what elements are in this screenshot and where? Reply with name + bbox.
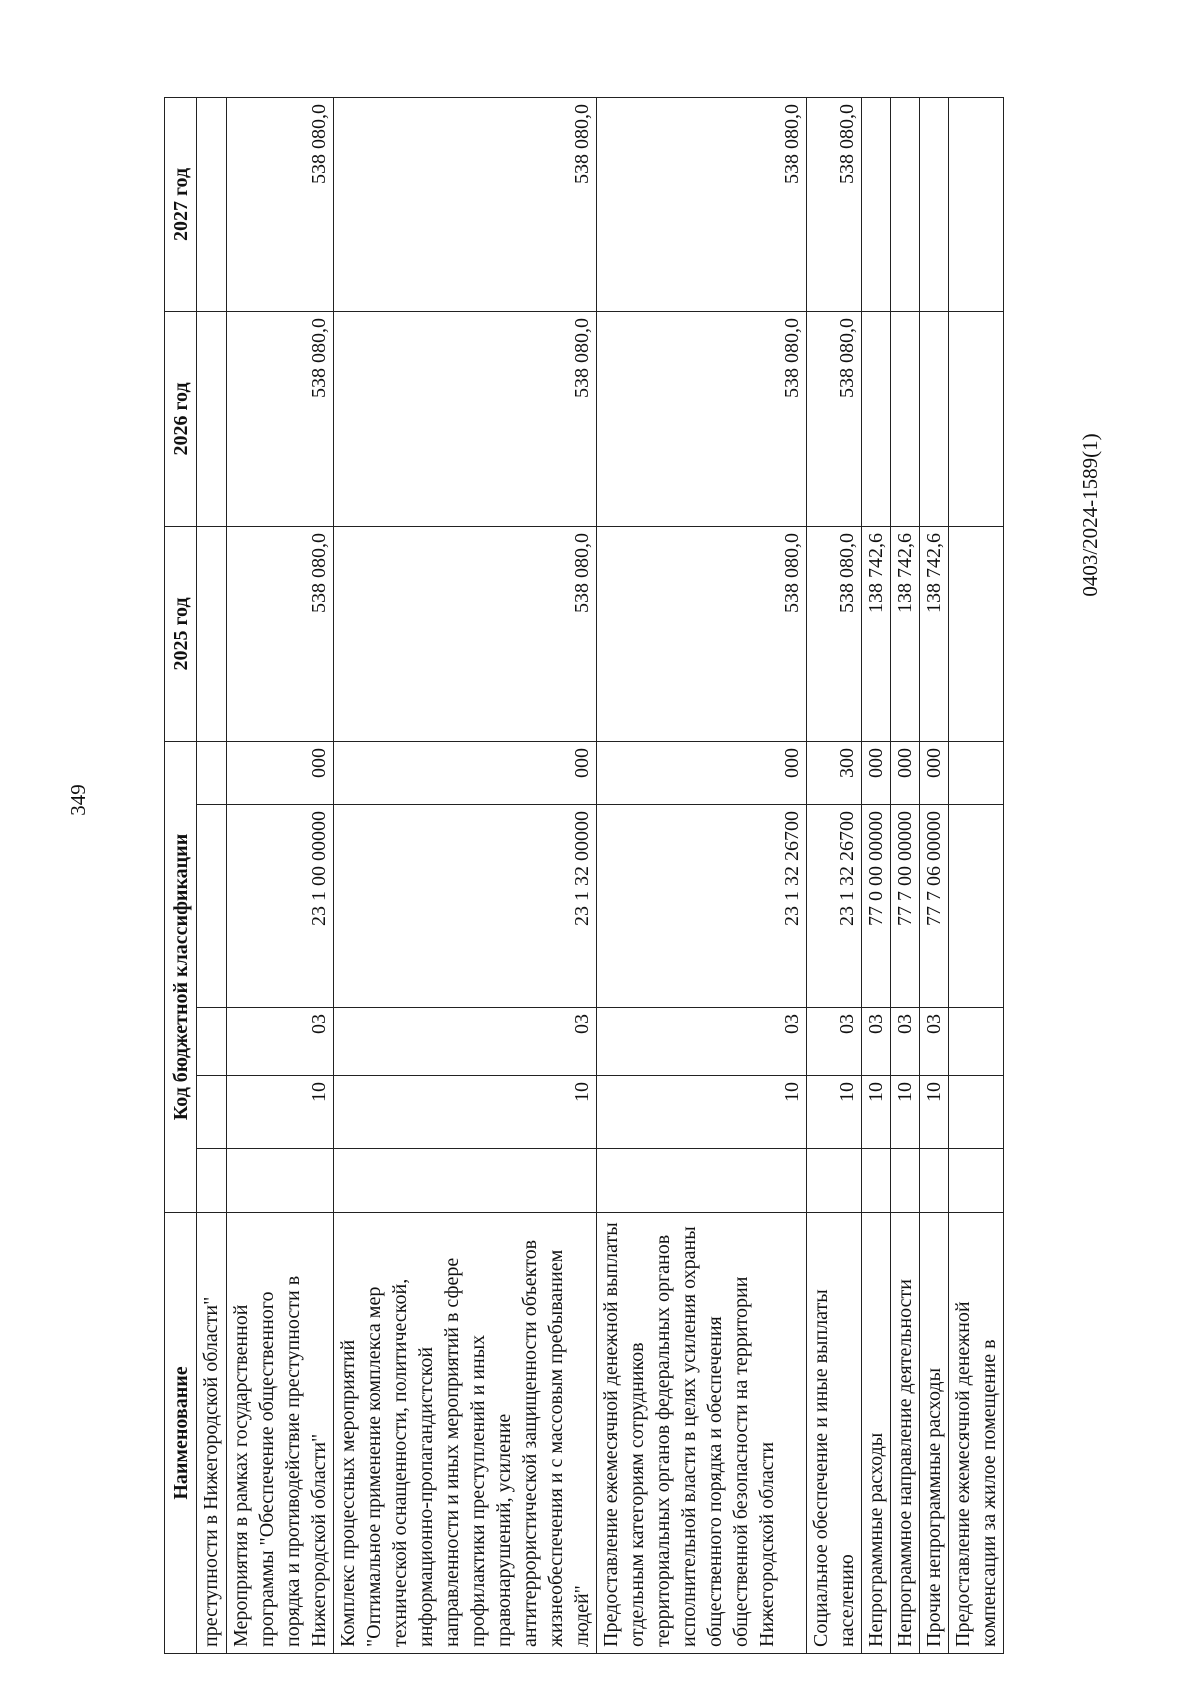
code-target: 23 1 00 00000 <box>227 805 334 1008</box>
amount-2026: 538 080,0 <box>334 311 597 526</box>
code-target: 23 1 32 00000 <box>334 805 597 1008</box>
code-blank <box>227 1149 334 1213</box>
amount-2026 <box>891 311 920 526</box>
amount-2025: 538 080,0 <box>334 526 597 741</box>
amount-2026 <box>862 311 891 526</box>
code-target: 23 1 32 26700 <box>807 805 862 1008</box>
code-blank <box>949 1149 1004 1213</box>
table-row <box>920 97 949 1653</box>
amount-2025: 138 742,6 <box>920 526 949 741</box>
page-number: 349 <box>66 784 90 816</box>
amount-2027 <box>949 97 1004 311</box>
code-blank <box>597 1149 807 1213</box>
header-2027: 2027 год <box>165 97 197 311</box>
code-expense-type: 000 <box>227 741 334 804</box>
header-2026: 2026 год <box>165 311 197 526</box>
code-expense-type <box>197 741 227 804</box>
row-name: Предоставление ежемесячной денежной компенсации за жилое помещение в <box>949 1213 1004 1654</box>
table-row <box>862 97 891 1653</box>
code-section: 10 <box>334 1076 597 1149</box>
amount-2027 <box>891 97 920 311</box>
header-name: Наименование <box>165 1213 197 1654</box>
code-section: 10 <box>807 1076 862 1149</box>
code-subsection: 03 <box>597 1008 807 1076</box>
table-row <box>197 97 227 1653</box>
code-expense-type: 000 <box>597 741 807 804</box>
amount-2025: 538 080,0 <box>227 526 334 741</box>
amount-2026 <box>197 311 227 526</box>
code-blank <box>891 1149 920 1213</box>
code-section: 10 <box>862 1076 891 1149</box>
code-subsection <box>949 1008 1004 1076</box>
header-budget-code: Код бюджетной классификации <box>165 741 197 1212</box>
code-section: 10 <box>920 1076 949 1149</box>
amount-2026: 538 080,0 <box>597 311 807 526</box>
amount-2025 <box>197 526 227 741</box>
code-target: 77 0 00 00000 <box>862 805 891 1008</box>
table-row <box>597 97 807 1653</box>
amount-2027 <box>920 97 949 311</box>
code-section: 10 <box>891 1076 920 1149</box>
code-section <box>197 1076 227 1149</box>
rotated-table-container <box>164 98 1000 1654</box>
code-expense-type <box>949 741 1004 804</box>
row-name: Мероприятия в рамках государственной программы "Обеспечение общественного порядка и противодействие преступности в Нижегородской области" <box>227 1213 334 1654</box>
row-name: Прочие непрограммные расходы <box>920 1213 949 1654</box>
amount-2026 <box>949 311 1004 526</box>
code-subsection: 03 <box>334 1008 597 1076</box>
amount-2025: 138 742,6 <box>862 526 891 741</box>
code-section: 10 <box>597 1076 807 1149</box>
header-2025: 2025 год <box>165 526 197 741</box>
code-expense-type: 000 <box>920 741 949 804</box>
code-subsection: 03 <box>807 1008 862 1076</box>
amount-2027: 538 080,0 <box>334 97 597 311</box>
table-row <box>227 97 334 1653</box>
code-subsection: 03 <box>920 1008 949 1076</box>
code-section: 10 <box>227 1076 334 1149</box>
code-target: 77 7 00 00000 <box>891 805 920 1008</box>
code-expense-type: 000 <box>891 741 920 804</box>
row-name: Социальное обеспечение и иные выплаты населению <box>807 1213 862 1654</box>
code-subsection <box>197 1008 227 1076</box>
amount-2026: 538 080,0 <box>227 311 334 526</box>
code-expense-type: 300 <box>807 741 862 804</box>
amount-2026: 538 080,0 <box>807 311 862 526</box>
budget-table <box>164 97 1004 1654</box>
amount-2025: 538 080,0 <box>807 526 862 741</box>
amount-2027: 538 080,0 <box>597 97 807 311</box>
amount-2027 <box>862 97 891 311</box>
table-rotation <box>164 98 1000 1654</box>
row-name: преступности в Нижегородской области" <box>197 1213 227 1654</box>
code-blank <box>807 1149 862 1213</box>
code-subsection: 03 <box>891 1008 920 1076</box>
amount-2025: 538 080,0 <box>597 526 807 741</box>
amount-2026 <box>920 311 949 526</box>
row-name: Непрограммные расходы <box>862 1213 891 1654</box>
code-blank <box>862 1149 891 1213</box>
code-subsection: 03 <box>862 1008 891 1076</box>
table-row <box>807 97 862 1653</box>
table-row <box>334 97 597 1653</box>
table-row <box>891 97 920 1653</box>
table-header-row <box>165 97 197 1653</box>
code-blank <box>197 1149 227 1213</box>
code-section <box>949 1076 1004 1149</box>
code-target: 23 1 32 26700 <box>597 805 807 1008</box>
code-expense-type: 000 <box>334 741 597 804</box>
amount-2027: 538 080,0 <box>227 97 334 311</box>
table-row <box>949 97 1004 1653</box>
document-number: 0403/2024-1589(1) <box>1078 433 1102 597</box>
code-blank <box>334 1149 597 1213</box>
amount-2027: 538 080,0 <box>807 97 862 311</box>
code-target <box>197 805 227 1008</box>
amount-2025: 138 742,6 <box>891 526 920 741</box>
code-blank <box>920 1149 949 1213</box>
row-name: Предоставление ежемесячной денежной выплаты отдельным категориям сотрудников территориальных органов федеральных органов исполнительной власти в целях усиления охраны общественного порядка и обеспечения общественной безопасности на территории Нижегородской области <box>597 1213 807 1654</box>
code-subsection: 03 <box>227 1008 334 1076</box>
code-target: 77 7 06 00000 <box>920 805 949 1008</box>
row-name: Комплекс процессных мероприятий "Оптимальное применение комплекса мер технической оснащенности, политической, информационно-пропагандистской направленности и иных мероприятий в сфере профилактики преступлений и иных правонарушений, усиление антитеррористической защищенности объектов жизнеобеспечения и с массовым пребыванием людей" <box>334 1213 597 1654</box>
amount-2025 <box>949 526 1004 741</box>
code-target <box>949 805 1004 1008</box>
code-expense-type: 000 <box>862 741 891 804</box>
amount-2027 <box>197 97 227 311</box>
row-name: Непрограммное направление деятельности <box>891 1213 920 1654</box>
